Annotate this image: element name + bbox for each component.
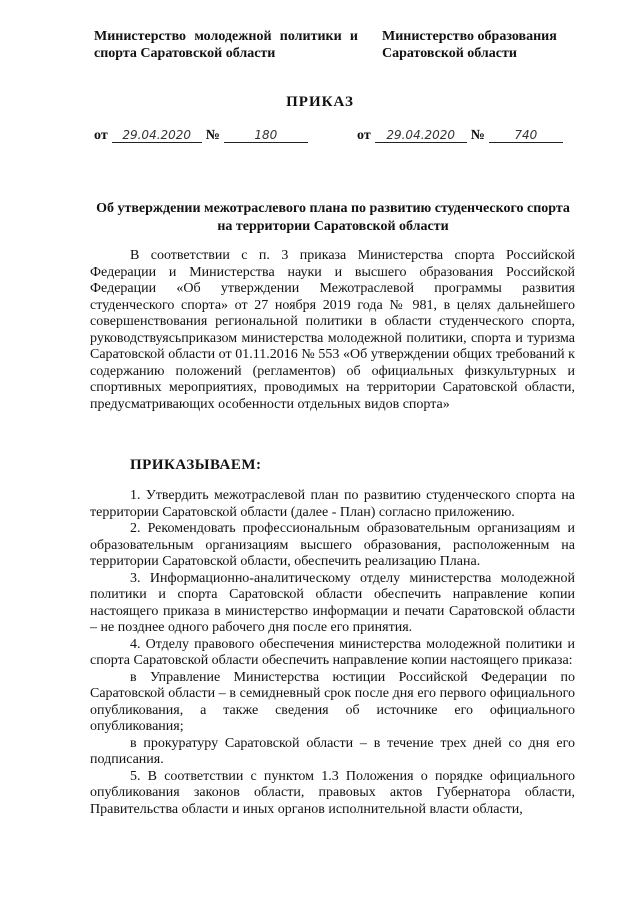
order-number-handwritten: 740 — [489, 128, 563, 143]
number-label: № — [470, 128, 485, 143]
order-item: в Управление Министерства юстиции Российской Федерации по Саратовской области – в семидневный срок после дня его первого официального опубликования, а также сведения об источнике его официального опубликования; — [90, 669, 575, 734]
order-items — [90, 488, 575, 818]
order-date-handwritten: 29.04.2020 — [375, 128, 467, 143]
order-item: в прокуратуру Саратовской области – в течение трех дней со дня его подписания. — [90, 735, 575, 767]
left-ministry-name: Министерство молодежной политики и спорта Саратовской области — [94, 29, 358, 61]
order-item: 1. Утвердить межотраслевой план по развитию студенческого спорта на территории Саратовской области (далее - План) согласно приложению. — [90, 488, 575, 520]
order-number-left — [94, 128, 312, 144]
order-item: 5. В соответствии с пунктом 1.3 Положения о порядке официального опубликования законов области, правовых актов Губернатора области, Правительства области и иных органов исполнительной власти области, — [90, 768, 575, 817]
order-item: 2. Рекомендовать профессиональным образовательным организациям и образовательным организациям высшего образования, расположенным на территории Саратовской области, обеспечить реализацию Плана. — [90, 521, 575, 569]
order-number-right — [357, 128, 567, 144]
preamble-paragraph: В соответствии с п. 3 приказа Министерства спорта Российской Федерации и Министерства науки и высшего образования Российской Федерации «Об утверждении Межотраслевой программы развития студенческого спорта» от 27 ноября 2019 года № 981, в целях дальнейшего совершенствования региональной политики в области студенческого спорта, руководствуясьприказом министерства молодежной политики, спорта и туризма Саратовской области от 01.11.2016 № 553 «Об утверждении общих требований к содержанию положений (регламентов) об официальных физкультурных и спортивных мероприятиях, проводимых на территории Саратовской области, предусматривающих особенности отдельных видов спорта» — [90, 248, 575, 412]
order-date-handwritten: 29.04.2020 — [112, 128, 202, 143]
order-number-handwritten: 180 — [224, 128, 308, 143]
document-title: ПРИКАЗ — [286, 94, 354, 110]
from-label: от — [94, 128, 108, 143]
from-label: от — [357, 128, 371, 143]
order-item: 3. Информационно-аналитическому отделу министерства молодежной политики и спорта Саратовской области обеспечить направление копии настоящего приказа в министерство информации и печати Саратовской области – не позднее одного рабочего дня после его принятия. — [90, 570, 575, 635]
number-label: № — [205, 128, 220, 143]
right-ministry-name: Министерство образования Саратовской области — [382, 29, 557, 61]
order-subject: Об утверждении межотраслевого плана по развитию студенческого спорта на территории Саратовской области — [96, 201, 570, 234]
decree-heading: ПРИКАЗЫВАЕМ: — [130, 457, 262, 473]
order-item: 4. Отделу правового обеспечения министерства молодежной политики и спорта Саратовской области обеспечить направление копии настоящего приказа: — [90, 636, 575, 668]
